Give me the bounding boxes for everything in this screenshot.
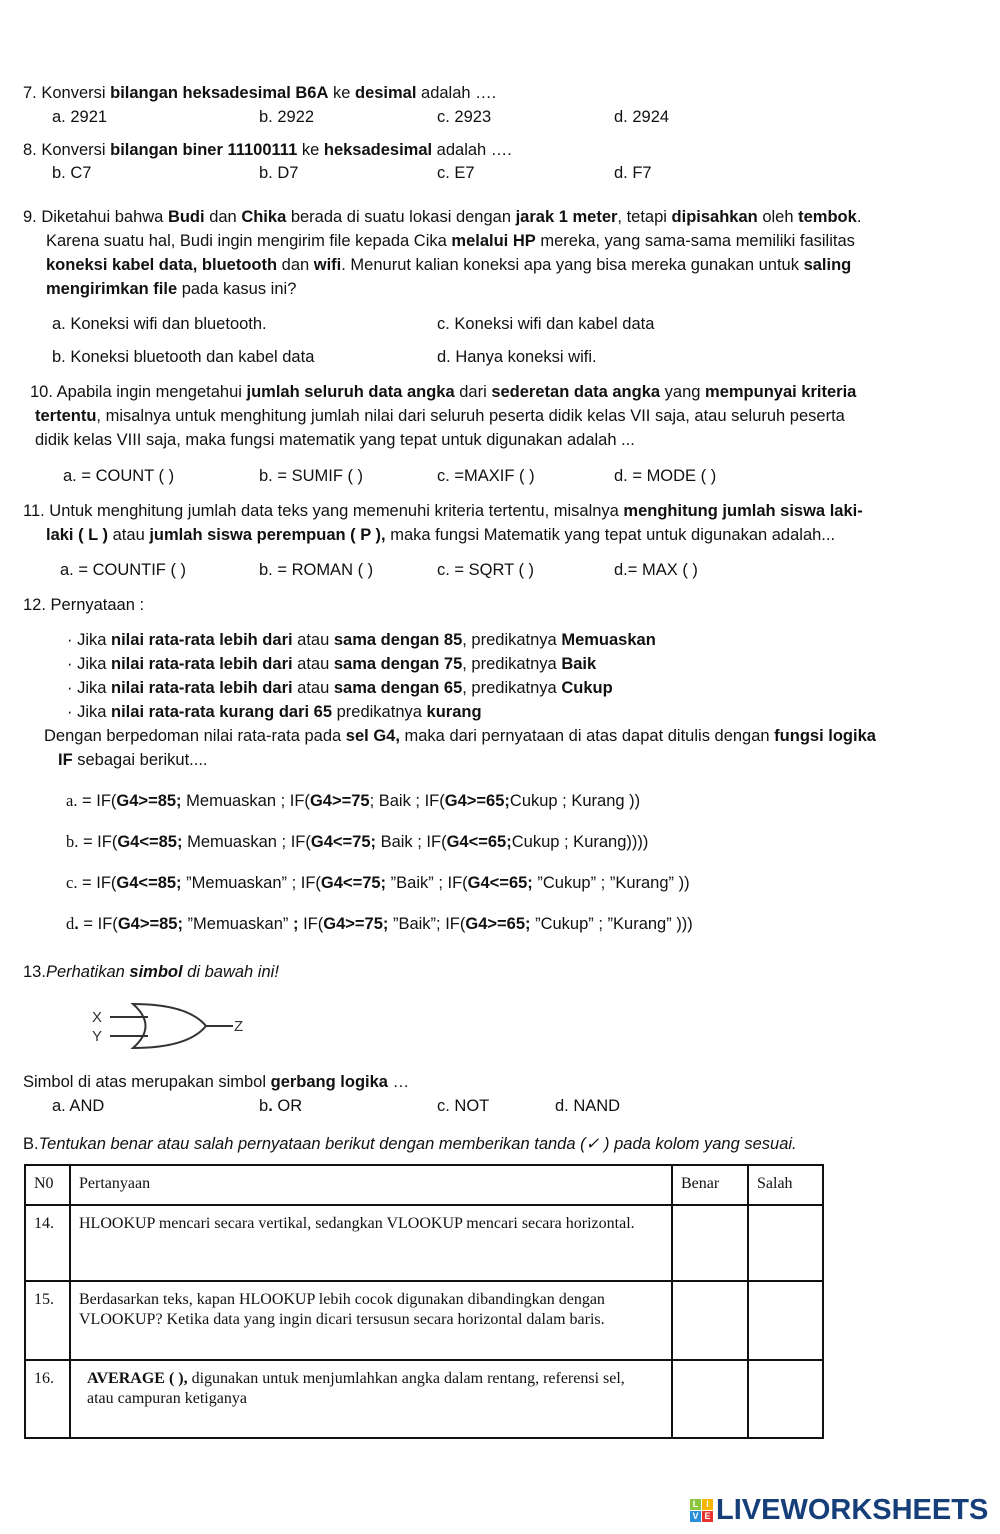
text-segment: Simbol di atas merupakan simbol — [23, 1073, 271, 1091]
text-segment: · Jika — [67, 655, 112, 673]
text-segment: a. = COUNT ( ) — [63, 467, 175, 485]
bold-text: nilai rata-rata lebih dari — [111, 655, 293, 673]
bold-text: sama dengan 65 — [333, 679, 463, 697]
statement-bullet — [67, 654, 596, 674]
statement-bullet — [67, 678, 613, 698]
option-d[interactable] — [614, 163, 652, 183]
text-segment: c. 2923 — [437, 108, 492, 126]
bold-text: wifi — [313, 256, 342, 274]
logo-letter: E — [702, 1511, 713, 1522]
header-benar: Benar — [672, 1165, 748, 1205]
table-row — [25, 1281, 823, 1360]
bold-text: G4>=65; — [444, 792, 510, 810]
text-segment: atau — [108, 526, 150, 544]
question-12 — [23, 595, 144, 615]
text-segment: ”Memuaskan” — [182, 915, 293, 933]
liveworksheets-logo — [690, 1494, 988, 1527]
bold-text: fungsi logika — [774, 727, 876, 745]
text-segment: atau — [292, 655, 334, 673]
text-segment: . Menurut kalian koneksi apa yang bisa mereka gunakan untuk — [341, 256, 804, 274]
bold-text: tembok — [798, 208, 857, 226]
bold-text: sama dengan 75 — [333, 655, 463, 673]
option-c[interactable] — [66, 873, 690, 893]
question-9-line — [46, 255, 851, 275]
benar-cell[interactable] — [672, 1205, 748, 1281]
option-d[interactable] — [555, 1096, 620, 1116]
header-question: Pertanyaan — [70, 1165, 672, 1205]
bold-text: ; — [292, 915, 299, 933]
bold-text: Memuaskan — [561, 631, 656, 649]
bold-text: G4>=65; — [465, 915, 531, 933]
bold-text: jumlah siswa perempuan ( P ), — [149, 526, 386, 544]
gate-input-x: X — [92, 1009, 103, 1026]
question-11-line — [46, 525, 835, 545]
text-segment: B. — [23, 1135, 39, 1153]
text-segment: c. NOT — [437, 1097, 490, 1115]
text-segment: ke — [328, 84, 355, 102]
option-a[interactable] — [52, 1096, 104, 1116]
benar-cell[interactable] — [672, 1281, 748, 1360]
benar-cell[interactable] — [672, 1360, 748, 1438]
bold-text: nilai rata-rata lebih dari — [111, 679, 293, 697]
logo-icon — [690, 1499, 713, 1522]
table-row — [25, 1360, 823, 1438]
bold-text: sederetan data angka — [491, 383, 661, 401]
bold-text: kurang — [426, 703, 482, 721]
text-segment: · Jika — [67, 679, 112, 697]
option-b[interactable] — [259, 466, 363, 486]
question-9 — [23, 207, 861, 227]
question-13 — [23, 962, 279, 982]
text-segment: Dengan berpedoman nilai rata-rata pada — [44, 727, 346, 745]
statement-bullet — [67, 630, 656, 650]
text-segment: 10. Apabila ingin mengetahui — [30, 383, 247, 401]
question-7 — [23, 83, 496, 103]
text-segment: b — [259, 1097, 269, 1115]
text-segment: · Jika — [67, 703, 112, 721]
text-segment: b. = ROMAN ( ) — [259, 561, 374, 579]
text-segment: b. D7 — [259, 164, 299, 182]
bold-text: bilangan biner 11100111 — [110, 141, 298, 159]
bold-text: G4<=75; — [310, 833, 376, 851]
text-segment: c. E7 — [437, 164, 475, 182]
text-segment: = IF( — [77, 792, 117, 810]
option-c[interactable] — [437, 163, 475, 183]
option-a[interactable] — [60, 560, 186, 580]
text-segment: b. Koneksi bluetooth dan kabel data — [52, 348, 315, 366]
text-segment: . — [856, 208, 862, 226]
text-segment: Perhatikan — [45, 963, 130, 981]
logo-letter: I — [702, 1499, 713, 1510]
text-segment: = IF( — [78, 915, 118, 933]
bold-text: G4<=85; — [116, 874, 182, 892]
bold-text: Baik — [561, 655, 597, 673]
gate-input-y: Y — [92, 1028, 103, 1045]
option-b[interactable] — [259, 1096, 302, 1116]
text-segment: di bawah ini! — [182, 963, 279, 981]
text-segment: 7. Konversi — [23, 84, 111, 102]
bold-text: melalui HP — [451, 232, 536, 250]
bold-text: jarak 1 meter — [515, 208, 618, 226]
text-segment: d. 2924 — [614, 108, 670, 126]
bold-text: . — [74, 915, 79, 933]
text-segment: , tetapi — [617, 208, 672, 226]
bold-text: gerbang logika — [270, 1073, 388, 1091]
statement-bullet — [67, 702, 482, 722]
bold-text: desimal — [354, 84, 417, 102]
text-segment: sebagai berikut.... — [72, 751, 208, 769]
text-segment: a. = COUNTIF ( ) — [60, 561, 187, 579]
question-13-line — [23, 1072, 409, 1092]
text-segment: a. AND — [52, 1097, 105, 1115]
text-segment: Tentukan benar atau salah pernyataan berikut dengan memberikan tanda (✓ ) pada kolom yang sesuai. — [38, 1135, 797, 1153]
option-c[interactable] — [437, 1096, 489, 1116]
bold-text: menghitung jumlah siswa laki- — [623, 502, 863, 520]
bold-text: tertentu — [35, 407, 97, 425]
true-false-table — [24, 1164, 824, 1439]
text-segment: berada di suatu lokasi dengan — [286, 208, 516, 226]
or-gate-diagram — [88, 1000, 258, 1050]
text-segment: dan — [277, 256, 314, 274]
row-statement-text: digunakan untuk menjumlahkan angka dalam rentang, referensi sel, atau campuran ketiganya — [87, 1370, 625, 1407]
text-segment: … — [387, 1073, 410, 1091]
option-b[interactable] — [259, 560, 373, 580]
bold-text: simbol — [129, 963, 183, 981]
question-9-line — [46, 231, 855, 251]
option-a[interactable] — [52, 107, 107, 127]
text-segment: c. Koneksi wifi dan kabel data — [437, 315, 655, 333]
option-d[interactable] — [437, 347, 597, 367]
text-segment: Memuaskan ; IF( — [181, 792, 310, 810]
bold-text: Chika — [241, 208, 287, 226]
bold-text: nilai rata-rata kurang dari 65 — [111, 703, 333, 721]
row-number: 16. — [25, 1360, 70, 1438]
text-segment: , predikatnya — [462, 655, 562, 673]
text-segment: Memuaskan ; IF( — [182, 833, 311, 851]
bold-text: sama dengan 85 — [333, 631, 463, 649]
logo-letter: L — [690, 1499, 701, 1510]
text-segment: Karena suatu hal, Budi ingin mengirim file kepada Cika — [46, 232, 452, 250]
text-segment: dari — [454, 383, 492, 401]
text-segment: dan — [204, 208, 242, 226]
row-statement-bold: AVERAGE ( ), — [87, 1370, 188, 1387]
question-8 — [23, 140, 512, 160]
text-segment: c. = SQRT ( ) — [437, 561, 535, 579]
text-segment: b. 2922 — [259, 108, 315, 126]
text-segment: pada kasus ini? — [177, 280, 297, 298]
option-c[interactable] — [437, 107, 491, 127]
text-segment: , misalnya untuk menghitung jumlah nilai dari seluruh peserta didik kelas VII saja, atau seluruh peserta — [96, 407, 845, 425]
gate-output-z: Z — [234, 1018, 244, 1035]
option-d[interactable] — [66, 914, 693, 934]
text-segment: adalah …. — [432, 141, 512, 159]
option-b[interactable] — [259, 107, 314, 127]
text-segment: ”Baik” ; IF( — [386, 874, 468, 892]
table-row — [25, 1205, 823, 1281]
question-10-line — [35, 430, 635, 450]
bold-text: Budi — [167, 208, 205, 226]
section-b-instruction — [23, 1134, 797, 1154]
row-number: 15. — [25, 1281, 70, 1360]
text-segment: d. = MODE ( ) — [614, 467, 717, 485]
option-d[interactable] — [614, 107, 669, 127]
logo-letter: V — [690, 1511, 701, 1522]
text-segment: Baik ; IF( — [376, 833, 447, 851]
bold-text: heksadesimal — [323, 141, 433, 159]
text-segment: d.= MAX ( ) — [614, 561, 698, 579]
bold-text: sel G4, — [345, 727, 400, 745]
text-segment: , predikatnya — [462, 631, 562, 649]
text-segment: ”Cukup” ; ”Kurang” ))) — [530, 915, 693, 933]
question-11 — [23, 501, 863, 521]
text-segment: = IF( — [78, 833, 118, 851]
text-segment: IF( — [298, 915, 324, 933]
bold-text: G4<=65; — [467, 874, 533, 892]
text-segment: oleh — [757, 208, 799, 226]
text-segment: predikatnya — [332, 703, 427, 721]
question-12-line — [58, 750, 208, 770]
bold-text: bilangan heksadesimal B6A — [110, 84, 329, 102]
bold-text: G4<=75; — [320, 874, 387, 892]
option-d[interactable] — [614, 560, 698, 580]
salah-cell[interactable] — [748, 1281, 823, 1360]
bold-text: . — [268, 1097, 273, 1115]
text-segment: b. — [66, 832, 79, 851]
text-segment: ke — [297, 141, 324, 159]
text-segment: Cukup ; Kurang )) — [509, 792, 641, 810]
option-a[interactable] — [63, 466, 174, 486]
bold-text: G4>=85; — [116, 792, 182, 810]
text-segment: 8. Konversi — [23, 141, 111, 159]
text-segment: c. — [66, 873, 78, 892]
text-segment: atau — [292, 631, 334, 649]
text-segment: ”Cukup” ; ”Kurang” )) — [532, 874, 690, 892]
bold-text: laki ( L ) — [46, 526, 109, 544]
option-b[interactable] — [66, 832, 648, 852]
text-segment: 11. Untuk menghitung jumlah data teks yang memenuhi kriteria tertentu, misalnya — [23, 502, 624, 520]
text-segment: ”Baik”; IF( — [388, 915, 466, 933]
bold-text: G4>=75; — [323, 915, 389, 933]
bold-text: G4>=75 — [309, 792, 370, 810]
text-segment: d. F7 — [614, 164, 652, 182]
text-segment: didik kelas VIII saja, maka fungsi matematik yang tepat untuk digunakan adalah ... — [35, 431, 635, 449]
question-10-line — [35, 406, 845, 426]
salah-cell[interactable] — [748, 1360, 823, 1438]
logo-wordmark: LIVEWORKSHEETS — [716, 1494, 989, 1526]
text-segment: Cukup ; Kurang)))) — [511, 833, 649, 851]
option-a[interactable] — [66, 791, 640, 811]
text-segment: d. NAND — [555, 1097, 621, 1115]
bold-text: koneksi kabel data, bluetooth — [46, 256, 278, 274]
row-statement: Berdasarkan teks, kapan HLOOKUP lebih cocok digunakan dibandingkan dengan VLOOKUP? Ketika data yang ingin dicari tersusun secara horizontal dalam baris. — [70, 1281, 672, 1360]
bold-text: G4<=85; — [117, 833, 183, 851]
text-segment: d — [66, 914, 75, 933]
text-segment: a. — [66, 791, 78, 810]
text-segment: a. Koneksi wifi dan bluetooth. — [52, 315, 267, 333]
bold-text: IF — [58, 751, 73, 769]
bold-text: saling — [803, 256, 852, 274]
text-segment: , predikatnya — [462, 679, 562, 697]
header-salah: Salah — [748, 1165, 823, 1205]
text-segment: 13. — [23, 963, 46, 981]
text-segment: adalah …. — [416, 84, 497, 102]
question-12-line — [44, 726, 876, 746]
option-d[interactable] — [614, 466, 716, 486]
bold-text: jumlah seluruh data angka — [246, 383, 455, 401]
bold-text: nilai rata-rata lebih dari — [111, 631, 293, 649]
option-c[interactable] — [437, 466, 535, 486]
text-segment: maka dari pernyataan di atas dapat ditulis dengan — [399, 727, 775, 745]
option-b[interactable] — [52, 347, 314, 367]
bold-text: G4>=85; — [117, 915, 183, 933]
option-c[interactable] — [437, 314, 654, 334]
text-segment: 12. Pernyataan : — [23, 596, 145, 614]
row-statement — [70, 1360, 672, 1438]
bold-text: G4<=65; — [446, 833, 512, 851]
bold-text: Cukup — [561, 679, 613, 697]
option-c[interactable] — [437, 560, 534, 580]
text-segment: OR — [272, 1097, 303, 1115]
question-9-line — [46, 279, 296, 299]
option-a[interactable] — [52, 314, 267, 334]
row-number: 14. — [25, 1205, 70, 1281]
question-10 — [30, 382, 856, 402]
salah-cell[interactable] — [748, 1205, 823, 1281]
text-segment: 9. Diketahui bahwa — [23, 208, 168, 226]
text-segment: b. C7 — [52, 164, 92, 182]
text-segment: ; Baik ; IF( — [369, 792, 445, 810]
text-segment: · Jika — [67, 631, 112, 649]
text-segment: maka fungsi Matematik yang tepat untuk digunakan adalah... — [385, 526, 836, 544]
header-no: N0 — [25, 1165, 70, 1205]
option-b[interactable] — [259, 163, 298, 183]
text-segment: atau — [292, 679, 334, 697]
row-statement: HLOOKUP mencari secara vertikal, sedangkan VLOOKUP mencari secara horizontal. — [70, 1205, 672, 1281]
text-segment: ”Memuaskan” ; IF( — [181, 874, 321, 892]
text-segment: b. = SUMIF ( ) — [259, 467, 364, 485]
text-segment: c. =MAXIF ( ) — [437, 467, 535, 485]
option-a[interactable] — [52, 163, 91, 183]
bold-text: mengirimkan file — [46, 280, 178, 298]
bold-text: mempunyai kriteria — [705, 383, 857, 401]
text-segment: a. 2921 — [52, 108, 108, 126]
text-segment: mereka, yang sama-sama memiliki fasilitas — [535, 232, 855, 250]
text-segment: d. Hanya koneksi wifi. — [437, 348, 597, 366]
text-segment: = IF( — [77, 874, 117, 892]
bold-text: dipisahkan — [671, 208, 758, 226]
text-segment: yang — [660, 383, 706, 401]
